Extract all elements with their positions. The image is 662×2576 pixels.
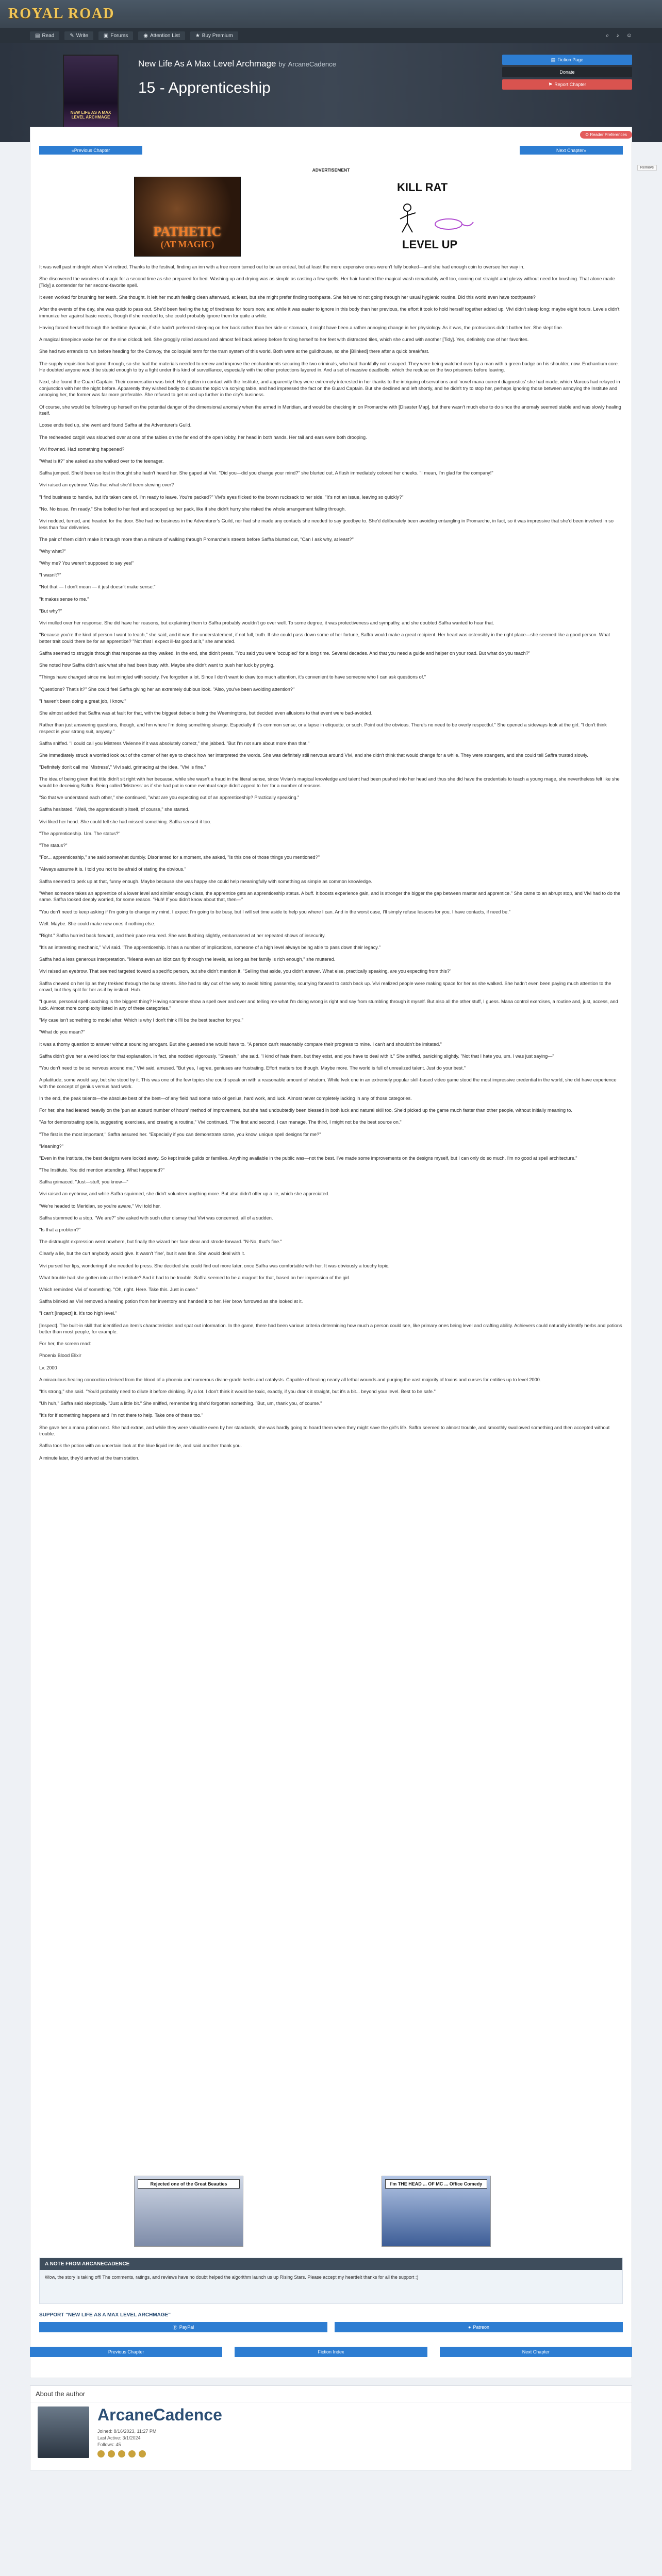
chapter-paragraph: "I find business to handle, but it's taken care of. I'm ready to leave. You're packed?" Vivi's eyes flicked to the brown rucksack to her side. "It's not an issue, leaving so quickly?"	[39, 494, 404, 500]
nav-attention-list[interactable]: ◉ Attention List	[138, 31, 185, 40]
chapter-paragraph: "Why me? You weren't supposed to say yes!"	[39, 561, 134, 566]
chapter-paragraph: She discovered the wonders of magic for a second time as she prepared for bed. Washing up and drying was as simple as casting a few spells. Her hair handled the magical wash remarkably well too, coming out straight and glossy without need for brushing. That alone made [Tidy] a contender for her second-favorite spell.	[39, 276, 615, 288]
chapter-paragraph: Which reminded Vivi of something. "Oh, right. Here. Take this. Just in case."	[39, 1286, 198, 1292]
chapter-paragraph: Vivi raised an eyebrow. That seemed targeted toward a specific person, but she didn't mention it. "Selling that aside, you didn't answer. What else, practically speaking, are you expecting from this?"	[39, 969, 452, 974]
novel-title	[138, 59, 336, 69]
chapter-paragraph: She had two errands to run before heading for the Convoy, the colloquial term for the tram system of this world. Both were at the guildhouse, so she [Blinked] there after a quick breakfast.	[39, 349, 429, 354]
chapter-paragraph: "Even in the Institute, the best designs were locked away. So kept inside guilds or families. Anything available in the public was—not the best. I've made some improvements on the designs myself, but I can only do so much. I'm no good at spell architecture."	[39, 1155, 577, 1161]
author-awards	[97, 2450, 146, 2458]
chapter-paragraph: Well. Maybe. She could make new ones if nothing else.	[39, 921, 156, 926]
chapter-paragraph: Saffra jumped. She'd been so lost in thought she hadn't heard her. She gaped at Vivi. "Did you—did you change your mind?" she blurted out. A flush immediately colored her cheeks. "I mean, I'm glad for the company!"	[39, 470, 493, 476]
chapter-paragraph: It was well past midnight when Vivi retired. Thanks to the festival, finding an inn with a free room turned out to be an ordeal, but at least the more expensive ones weren't fully booked—and she had enough coin to oversee her way in.	[39, 264, 525, 269]
about-heading: About the author	[30, 2386, 632, 2402]
chapter-paragraph: "I can't [Inspect] it. It's too high level."	[39, 1311, 117, 1316]
chapter-content	[39, 264, 623, 1467]
chapter-paragraph: "Questions? That's it?" She could feel Saffra giving her an extremely dubious look. "Also, you've been avoiding attention?"	[39, 686, 295, 692]
chapter-paragraph: "Always assume it is. I told you not to be afraid of stating the obvious."	[39, 867, 186, 872]
ad1-title: PATHETIC	[153, 224, 222, 239]
chapter-paragraph: Next, she found the Guard Captain. Their conversation was brief: He'd gotten in contact with the Institute, and apparently they were extremely interested in her thanks to the intriguing observations and 'novel mana current diagnostics' she had made, which Marcus had relayed in conjunction with her the night before. Apparently they wished badly to discuss the topic via scrying table, and had impressed the fact on the Guard Captain. But she declined and left shortly, and he didn't try to stop her, perhaps ignoring those between annoying the Institute and annoying her, the former was far more preferable. She refused to get mixed up further in the city's business.	[39, 379, 620, 398]
chapter-paragraph: "We're headed to Meridian, so you're aware," Vivi told her.	[39, 1203, 161, 1209]
chapter-paragraph: The pair of them didn't make it through more than a minute of walking through Promarche's streets before Saffra blurted out, "Can I ask why, at least?"	[39, 536, 354, 542]
ad1-subtitle: (AT MAGIC)	[160, 239, 214, 249]
paypal-button[interactable]: Ⓟ PayPal	[39, 2322, 327, 2332]
chapter-nav-bottom	[30, 2347, 632, 2357]
search-icon[interactable]: ⌕	[606, 32, 609, 39]
chapter-paragraph: "The status?"	[39, 843, 68, 848]
author-link[interactable]: ArcaneCadence	[288, 60, 336, 68]
ad-b-caption: I'm THE HEAD ... OF MC ... Office Comedy	[385, 2179, 487, 2189]
chapter-paragraph: She immediately struck a worried look out of the corner of her eye to check how her interpreted the words. She was definitely still nervous around Vivi, and she didn't think that would change for a while. They were strangers, and she could tell Saffra trusted slowly.	[39, 753, 588, 758]
chapter-paragraph: Lv. 2000	[39, 1365, 57, 1370]
ad-banner-office-comedy[interactable]	[382, 2176, 491, 2247]
nav-forums[interactable]: ▣ Forums	[98, 31, 133, 40]
bell-icon[interactable]: ♪	[616, 32, 619, 39]
chapter-paragraph: Rather than just answering questions, though, and hm where I'm doing something strange. Especially if it's common sense, or a lapse in etiquette, or such. Point out the obvious. There's no need to be overly respectful." She opened a sideways look at the girl. "I don't think respect is your strong suit, anyway."	[39, 722, 607, 734]
author-avatar[interactable]	[38, 2406, 89, 2458]
chapter-paragraph: "What is it?" she asked as she walked over to the teenager.	[39, 459, 164, 464]
hero-buttons	[502, 55, 632, 90]
chapter-paragraph: For her, the screen read:	[39, 1341, 91, 1347]
chapter-paragraph: "Because you're the kind of person I want to teach," she said, and it was the understatement, if not full, truth. If she could pass down some of her fortune, Saffra would make a great recipient. Her heart was ostensibly in the right place—she seemed like a good person. What better trait could there be for an apprentice? "Not that I expect ill-fat good at it," she amended.	[39, 632, 610, 644]
chapter-paragraph: "As for demonstrating spells, suggesting exercises, and creating a routine," Vivi continued. "The first and second, I can manage. The third, I might not be the best source on."	[39, 1120, 402, 1125]
award-icon	[128, 2450, 136, 2458]
about-author	[30, 2385, 632, 2470]
book-icon: ▤	[35, 32, 40, 39]
ad-heading: ADVERTISEMENT	[312, 167, 350, 173]
author-note-text: Wow, the story is taking off! The comments, ratings, and reviews have no doubt helped the algorithm launch us up Rising Stars. Please accept my heartfelt thanks for all the support :)	[45, 2275, 419, 2280]
ad2-footer: LEVEL UP	[402, 238, 458, 251]
chapter-paragraph: "Why what?"	[39, 548, 66, 554]
author-note	[39, 2258, 623, 2304]
chapter-paragraph: The supply requisition had gone through, so she had the materials needed to renew and improve the enchantments securing the two criminals, who had thankfully not escaped. They were being watched over by a man with a green badge on his shoulder, now. Enchantium core. He doubted anyone would be stupid enough to try a fight under this kind of surveillance, especially with the other protections layered in. And a set of massive deadbolts, which the recluse on the two prisoners before leaving.	[39, 361, 619, 373]
chapter-paragraph: Vivi raised an eyebrow, and while Saffra squirmed, she didn't volunteer anything more. But also didn't offer up a lie, which she appreciated.	[39, 1191, 329, 1197]
chat-icon: ▣	[103, 32, 109, 39]
previous-chapter-button[interactable]: « Previous Chapter	[39, 146, 142, 155]
chapter-paragraph: "Things have changed since me last mingled with society. I've forgotten a lot. Since I don't want to draw too much attention, it's convenient to have someone who I can ask questions of."	[39, 674, 426, 680]
chapter-paragraph: "It's strong," she said. "You'd probably need to dilute it before drinking. By a lot. I don't think it would be toxic, exactly, if you drank it straight, but it's a bit... beyond your level. Best to be safe."	[39, 1389, 436, 1395]
chapter-paragraph: "What do you mean?"	[39, 1029, 85, 1035]
chapter-paragraph: The redheaded catgirl was slouched over at one of the tables on the far end of the open lobby, her head in both hands. Her tail and ears were both drooping.	[39, 434, 367, 440]
chapter-paragraph: "You don't need to be so nervous around me," Vivi said, amused. "But yes, I agree, geniuses are frustrating. Effort matters too though. Maybe more. The world is full of unrealized talent. Just do your best."	[39, 1065, 466, 1071]
chapter-paragraph: It was a thorny question to answer without sounding arrogant. But she guessed she would have to. "A person can't reasonably compare their progress to mine. I can't and shouldn't be imitated."	[39, 1041, 442, 1047]
chapter-paragraph: In the end, the peak talents—the absolute best of the best—of any field had some ratio of genius, hard work, and luck. Almost never completely lacking in any of those categories.	[39, 1095, 412, 1101]
chapter-paragraph: Saffra had a less generous interpretation. "Means even an idiot can fly through the levels, as long as her family is rich enough," she muttered.	[39, 957, 336, 962]
ad-banner-pathetic[interactable]	[134, 177, 241, 257]
chapter-paragraph: The distraught expression went nowhere, but finally the wizard her face clear and strode forward. "N-No, that's fine."	[39, 1239, 282, 1245]
next-chapter-button-bottom[interactable]: Next Chapter	[440, 2347, 632, 2357]
cover-title: NEW LIFE AS A MAX LEVEL ARCHMAGE	[70, 110, 111, 120]
stick-figure-icon	[397, 202, 418, 233]
chapter-paragraph: "I wasn't?"	[39, 572, 61, 578]
award-icon	[108, 2450, 115, 2458]
book-icon: ▤	[551, 57, 556, 62]
chapter-paragraph: "Uh huh," Saffra said skeptically. "Just a little bit." She sniffed, remembering she'd forgotten something. "But, um, thank you, of course."	[39, 1401, 322, 1406]
paypal-icon: Ⓟ	[172, 2325, 177, 2330]
nav-read[interactable]: ▤ Read	[30, 31, 59, 40]
chapter-paragraph: Of course, she would be following up herself on the potential danger of the dimensional anomaly when the armed in Meridian, and would be checking in on Promarche with [Disaster Map], but there wasn't much else to do since the anomaly seemed stable and was slowly healing itself.	[39, 404, 621, 416]
reader-preferences-button[interactable]: ⚙ Reader Preferences	[580, 131, 632, 139]
chapter-paragraph: Clearly a lie, but the curt anybody would give. It wasn't 'fine', but it was fine. She would deal with it.	[39, 1251, 245, 1257]
chapter-paragraph: "Not that — I don't mean — it just doesn't make sense."	[39, 584, 156, 590]
nav-buy-premium[interactable]: ★ Buy Premium	[190, 31, 238, 40]
author-joined: Joined: 8/16/2023, 11:27 PM	[97, 2429, 157, 2434]
flag-icon: ⚑	[548, 81, 553, 87]
chapter-paragraph: Vivi nodded, turned, and headed for the door. She had no business in the Adventurer's Guild, nor had she made any contacts she needed to say goodbye to. She'd deliberately been avoiding entangling in Promarche, in fact, so it was impressive that she'd been involved in so less than four deliveries.	[39, 518, 614, 530]
chapter-paragraph: "My case isn't something to model after. Which is why I don't think I'll be the best teacher for you."	[39, 1018, 243, 1023]
award-icon	[118, 2450, 125, 2458]
pen-icon: ✎	[70, 32, 74, 39]
nav-icon-group	[606, 32, 632, 39]
chapter-paragraph: A minute later, they'd arrived at the tram station.	[39, 1455, 140, 1461]
patreon-button[interactable]: ● Patreon	[335, 2322, 623, 2332]
chapter-paragraph: "For... apprenticeship," she said somewhat dumbly. Disoriented for a moment, she asked, "Is this one of those things you mentioned?"	[39, 855, 320, 860]
chapter-paragraph: Phoenix Blood Elixir	[39, 1353, 81, 1359]
chapter-paragraph: "Is that a problem?"	[39, 1227, 81, 1232]
chapter-paragraph: It even worked for brushing her teeth. She thought. It left her mouth feeling clean afterward, at least, but she might prefer finding toothpaste. She felt weird not going through her usual hygienic routine. Did this world even have toothpaste?	[39, 294, 536, 300]
novel-cover[interactable]	[63, 55, 119, 136]
chapter-paragraph: Saffra took the potion with an uncertain look at the blue liquid inside, and said another thank you.	[39, 1443, 242, 1449]
site-header	[0, 0, 662, 28]
chapter-paragraph: "Right." Saffra hurried back forward, and their pace resumed. She was flushing slightly, embarrassed at her repeated shows of insecurity.	[39, 933, 326, 938]
chapter-paragraph: Having forced herself through the bedtime dynamic, if she hadn't preferred sleeping on her back rather than her side or stomach, it might have been a rather annoying change in her physiology. As it was, the protrusions didn't bother her. She slept fine.	[39, 325, 564, 330]
chapter-paragraph: "It's for if something happens and I'm not there to help. Take one of these too."	[39, 1413, 203, 1418]
ad-a-caption: Rejected one of the Great Beauties	[138, 2179, 240, 2189]
chapter-paragraph: "The apprenticeship. Um. The status?"	[39, 831, 121, 836]
chapter-paragraph: Saffra sniffed. "I could call you Mistress Vivienne if it was absolutely correct," she jabbed. "But I'm not sure about more than that."	[39, 740, 309, 746]
chapter-paragraph: After the events of the day, she was quick to pass out. She'd been feeling the tug of tiredness for hours now, and while it was easier to ignore in this body than her previous, the effort it took to hold herself together added up. Vivi didn't sleep long; maybe eight hours. Levels didn't immunize her against basic needs, though if she needed to, she could probably ignore them for quite a while.	[39, 307, 620, 318]
chapter-paragraph: Saffra stammed to a stop. "We are?" she asked with such utter dismay that Vivi was concerned, all of a sudden.	[39, 1215, 273, 1221]
rat-icon	[428, 213, 474, 233]
chapter-paragraph: Saffra hesitated. "Well, the apprenticeship itself, of course," she started.	[39, 807, 190, 812]
next-chapter-button[interactable]: Next Chapter »	[520, 146, 623, 155]
chapter-paragraph: A miraculous healing concoction derived from the blood of a phoenix and numerous divine-grade herbs and catalysts. Capable of healing nearly all lethal wounds and purging the vast majority of toxins and curses for entities up to level 2000.	[39, 1377, 541, 1382]
author-name[interactable]: ArcaneCadence	[97, 2405, 222, 2424]
chapter-paragraph: Vivi frowned. Had something happened?	[39, 446, 125, 452]
ad-banner-kill-rat[interactable]	[382, 177, 488, 257]
chapter-paragraph: "So that we understand each other," she continued, "what are you expecting out of an apprenticeship? Practically speaking."	[39, 795, 300, 801]
chapter-paragraph: The idea of being given that title didn't sit right with her because, while she wasn't a fraud in the literal sense, since Vivian's magical knowledge and talent had been pushed into her head and thus she did have the credentials to teach a young mage, she nevertheless felt like she would be deceiving Saffra. Being called 'Mistress' as if she had put in some eventual sage didn't appeal to her for a number of reasons.	[39, 776, 620, 789]
report-chapter-button[interactable]: ⚑ Report Chapter	[502, 79, 632, 90]
novel-title-link[interactable]: New Life As A Max Level Archmage	[138, 59, 276, 69]
chapter-paragraph: "I guess, personal spell coaching is the biggest thing? Having someone show a spell over and over and telling me what I'm doing wrong is right and say from stumbling through it myself. But also all the other stuff, I guess. Mana control exercises, a routine and, just, access, and luck. Almost more complexity listed in any of these categories."	[39, 999, 618, 1011]
support-heading: SUPPORT "NEW LIFE AS A MAX LEVEL ARCHMAGE"	[39, 2312, 171, 2318]
chapter-paragraph: "Definitely don't call me 'Mistress'," Vivi said, grimacing at the idea. "Vivi is fine."	[39, 765, 206, 770]
author-note-heading: A NOTE FROM ARCANECADENCE	[40, 2258, 622, 2270]
author-meta	[97, 2428, 156, 2448]
chapter-paragraph: "Meaning?"	[39, 1143, 63, 1149]
donate-button[interactable]: Donate	[502, 67, 632, 77]
chapter-paragraph: "But why?"	[39, 608, 62, 614]
support-buttons	[39, 2322, 623, 2332]
chapter-paragraph: Saffra didn't give her a weird look for that explanation. In fact, she nodded vigorously. "Sheesh," she said. "I kind of hate them, but they exist, and you have to deal with it." She sniffed, panicking slightly. "Not that I hate you, um. I was just saying—"	[39, 1053, 554, 1059]
chapter-paragraph: Saffra seemed to perk up at that, funny enough. Maybe because she was happy she could help meaningfully with something as simple as common knowledge.	[39, 878, 372, 884]
chapter-paragraph: "The Institute. You did mention attending. What happened?"	[39, 1167, 165, 1173]
ad-banner-great-beauties[interactable]	[134, 2176, 243, 2247]
chapter-paragraph: [Inspect]. The built-in skill that identified an item's characteristics and spat out information. In the game, there had been various criteria determining how much a person could see, like primary ones being level and crafting ability. Achievers could naturally identify herbs and potions better than most people, for example.	[39, 1323, 622, 1335]
chapter-paragraph: She noted how Saffra didn't ask what she had been busy with. Maybe she didn't want to push her luck by prying.	[39, 663, 275, 668]
chapter-paragraph: "You don't need to keep asking if I'm going to change my mind. I expect I'm going to be busy, but I will set time aside to help you where I can. And in the worst case, I'll simply refuse lessons for you. I have contacts, if need be."	[39, 909, 510, 914]
chapter-paragraph: She almost added that Saffra was at fault for that, with the biggest debacle being the Weemingtons, but decided even allusions to that event were bad-avoided.	[39, 710, 373, 716]
site-logo[interactable]: ROYAL ROAD	[8, 6, 115, 22]
fiction-index-button[interactable]: Fiction Index	[235, 2347, 427, 2357]
chapter-title: 15 - Apprenticeship	[138, 79, 271, 96]
chapter-paragraph: She gave her a mana potion next. She had extras, and while they were valuable even by her standards, she was hardly going to hoard them when they might save the girl's life. Saffra seemed to almost trouble, and smoothly swallowed something and then accepted without trouble.	[39, 1425, 610, 1437]
chapter-paragraph: "The first is the most important," Saffra assured her. "Especially if you can demonstrate some, you know, unique spell designs for me?"	[39, 1131, 321, 1137]
chapter-paragraph: Saffra chewed on her lip as they trekked through the busy streets. She had to sky out of the way to avoid hitting passersby, scurrying forward to catch back up. Vivi realized people were making space for her as she walked. She hadn't even been paying much attention to the crowd, but they split for her as if by instinct. Huh.	[39, 980, 611, 993]
chapter-paragraph: Vivi raised an eyebrow. Was that what she'd been stewing over?	[39, 482, 174, 488]
chapter-paragraph: Vivi mulled over her response. She did have her reasons, but explaining them to Saffra probably wouldn't go over well. To some degree, it was protectiveness and sympathy, and she doubted Saffra wanted to hear that.	[39, 620, 494, 626]
main-nav	[0, 28, 662, 43]
chapter-paragraph: Saffra seemed to struggle through that response as they walked. In the end, she didn't press. "You said you were 'occupied' for a long time. Several decades. And that you need a guide and helper on your road. But what do you teach?"	[39, 651, 531, 656]
author-last-active: Last Active: 3/1/2024	[97, 2435, 141, 2441]
chapter-paragraph: "When someone takes an apprentice of a lower level and similar enough class, the apprentice gets an apprenticeship status. A buff. It boosts experience gain, and is stronger the bigger the gap between master and apprentice." She came to an abrupt stop, and Vivi had to do the same. Saffra looked deeply worried, for some reason. "Huh! If you didn't know about that, then—"	[39, 890, 621, 903]
author-follows: Follows: 45	[97, 2442, 121, 2447]
nav-write[interactable]: ✎ Write	[64, 31, 93, 40]
previous-chapter-button-bottom[interactable]: Previous Chapter	[30, 2347, 222, 2357]
chapter-paragraph: "No. No issue. I'm ready." She bolted to her feet and scooped up her pack, like if she didn't hurry she risked the whole arrangement falling through.	[39, 506, 346, 512]
user-icon[interactable]: ☺	[626, 32, 632, 39]
chapter-paragraph: "I haven't been doing a great job, I know."	[39, 698, 126, 704]
chapter-paragraph: "It's an interesting mechanic," Vivi said. "The apprenticeship. It has a number of implications, someone of a high level always being able to pass down their legacy."	[39, 945, 381, 951]
chapter-nav-top	[39, 146, 623, 155]
chapter-paragraph: Saffra grimaced. "Just—stuff, you know—"	[39, 1179, 128, 1185]
bottom-ad-area	[0, 2166, 662, 2249]
by-label: by	[278, 60, 286, 68]
chapter-paragraph: Saffra blinked as Vivi removed a healing potion from her inventory and handed it to her. Her brow furrowed as she looked at it.	[39, 1299, 303, 1304]
chapter-paragraph: Loose ends tied up, she went and found Saffra at the Adventurer's Guild.	[39, 422, 192, 428]
chapter-paragraph: "It makes sense to me."	[39, 596, 89, 602]
remove-ad-button[interactable]: Remove	[637, 165, 657, 171]
star-icon: ★	[195, 32, 200, 39]
chapter-paragraph: What trouble had she gotten into at the Institute? And it had to be trouble. Saffra seemed to be a magnet for that, based on her impression of the girl.	[39, 1275, 351, 1280]
chapter-paragraph: Vivi pursed her lips, wondering if she needed to press. She decided she could find out more later, once Saffra was comfortable with her. It was obviously a touchy topic.	[39, 1263, 390, 1268]
eye-icon: ◉	[143, 32, 148, 39]
award-icon	[139, 2450, 146, 2458]
chapter-paragraph: Vivi liked her head. She could tell she had missed something. Saffra sensed it too.	[39, 819, 211, 824]
chapter-paragraph: A platitude, some would say, but she stood by it. This was one of the few topics she could speak on with a reasonable amount of wisdom. While Ivek one in an extremely popular skill-based video game stood the most impressive credential in the world, she did have experience with the concept of genius versus hard work.	[39, 1077, 617, 1089]
fiction-page-button[interactable]: ▤ Fiction Page	[502, 55, 632, 65]
chapter-paragraph: For her, she had leaned heavily on the 'pun an absurd number of hours' method of improvement, but she had undoubtedly been blessed in both luck and natural skill too. She'd picked up the game much faster than other people, without initially meaning to.	[39, 1108, 572, 1113]
ad2-title: KILL RAT	[397, 181, 448, 194]
chapter-paragraph: A magical timepiece woke her on the nine o'clock bell. She groggily rolled around and almost fell back asleep before forcing herself to her feet with distracted tiles, which she cured with another [Tidy]. Yes, definitely one of her favorites.	[39, 337, 529, 343]
patreon-icon: ●	[468, 2325, 471, 2330]
award-icon	[97, 2450, 105, 2458]
